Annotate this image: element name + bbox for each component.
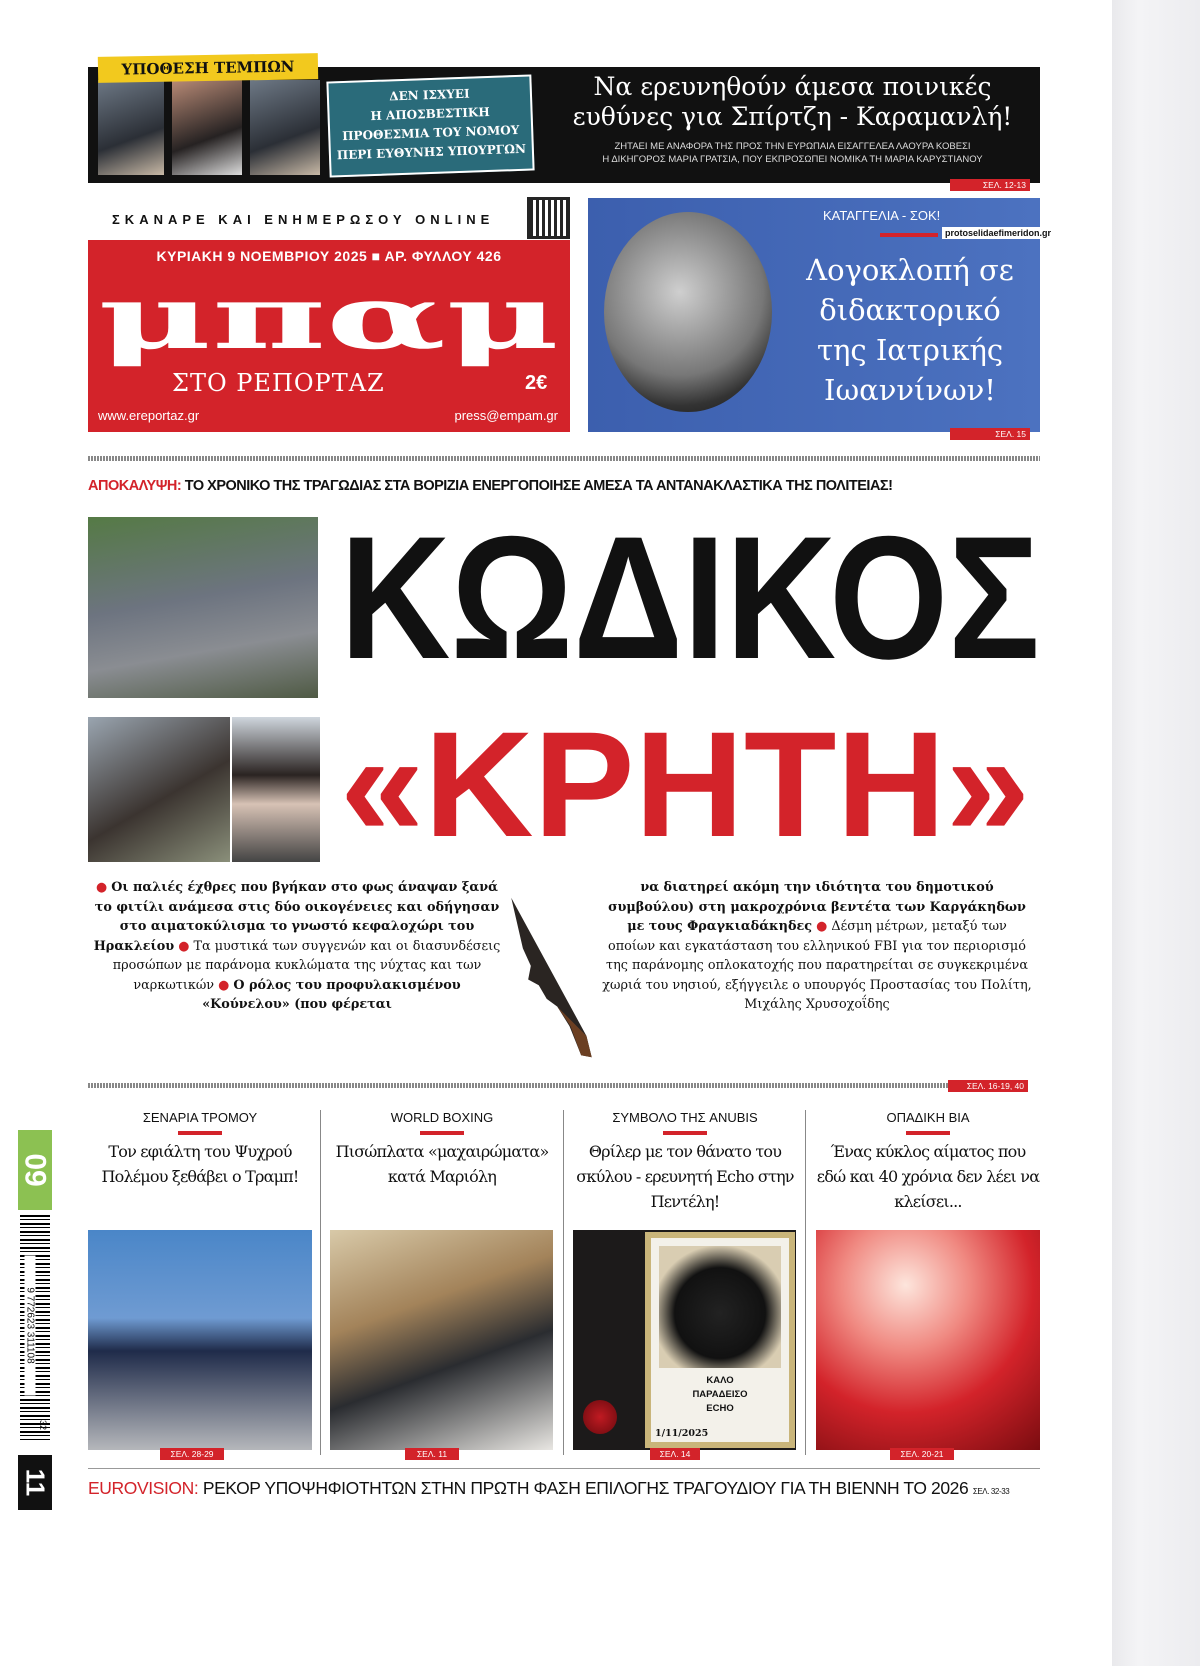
price: 2€ — [525, 372, 548, 394]
headline-line: διδακτορικό — [819, 293, 1001, 327]
text-run: Οι παλιές έχθρες που βγήκαν στο φως άναψαν ξανά το φιτίλι ανάμεσα στις δύο οικογένειες και οδήγησαν στο αιματοκύλισμα το γνωστό κεφαλοχώρι του Ηρακλείου — [93, 880, 500, 954]
page-edge — [1112, 0, 1200, 1666]
text-run: Ο ρόλος του προφυλακισμένου «Κούνελου» (που φέρεται — [202, 977, 461, 1012]
side-kicker: ΚΑΤΑΓΓΕΛΙΑ - ΣΟΚ! — [823, 208, 941, 223]
column-headline: Πισώπλατα «μαχαιρώματα» κατά Μαριόλη — [335, 1142, 549, 1186]
day-number: 11 — [20, 1468, 51, 1497]
logo-text: μπαμ — [98, 265, 560, 369]
caption-line: ΚΑΛΟ — [706, 1375, 734, 1386]
photo-minister-1 — [98, 80, 164, 175]
photo-trump — [88, 1230, 312, 1450]
photo-suspect — [88, 717, 230, 862]
column-headline: Τον εφιάλτη του Ψυχρού Πολέμου ξεθάβει ο Τραμπ! — [101, 1142, 299, 1186]
day-badge — [18, 1455, 52, 1510]
photo-flares — [816, 1230, 1040, 1450]
column-category: ΣΥΜΒΟΛΟ ΤΗΣ ANUBIS — [612, 1110, 758, 1125]
bullet-icon: ● — [816, 919, 828, 934]
lead-kicker — [88, 478, 1040, 494]
caption-line: ΠΑΡΑΔΕΙΣΟ — [692, 1389, 748, 1400]
logo — [98, 265, 563, 369]
rose-icon — [583, 1400, 617, 1434]
coin-photo — [604, 212, 772, 412]
barcode-digits: 9 772623 311108 — [25, 1256, 36, 1396]
column-category: WORLD BOXING — [390, 1110, 494, 1125]
watermark: protoselidaefimeridon.gr — [942, 227, 1054, 239]
photo-handshake — [330, 1230, 553, 1450]
sub-line: Η ΔΙΚΗΓΟΡΟΣ ΜΑΡΙΑ ΓΡΑΤΣΙΑ, ΠΟΥ ΕΚΠΡΟΣΩΠΕΙ ΝΟΜΙΚΑ ΤΗ ΜΑΡΙΑ ΚΑΡΥΣΤΙΑΝΟΥ — [602, 154, 983, 165]
page-ref-tag: ΣΕΛ. 28-29 — [160, 1448, 224, 1460]
barcode-addon: 32 — [38, 1419, 49, 1431]
story-column[interactable] — [330, 1110, 554, 1189]
page-ref-tag: ΣΕΛ. 11 — [405, 1448, 459, 1460]
sub-line: ΖΗΤΑΕΙ ΜΕ ΑΝΑΦΟΡΑ ΤΗΣ ΠΡΟΣ ΤΗΝ ΕΥΡΩΠΑΙΑ ΕΙΣΑΓΓΕΛΕΑ ΛΑΟΥΡΑ ΚΟΒΕΣΙ — [614, 141, 971, 152]
banner-headline — [545, 72, 1040, 132]
footer-story[interactable] — [88, 1478, 1040, 1499]
story-column[interactable] — [816, 1110, 1040, 1214]
section-label: ΥΠΟΘΕΣΗ ΤΕΜΠΩΝ — [98, 53, 318, 83]
bullet-icon: ● — [178, 938, 190, 954]
red-bar — [420, 1131, 464, 1135]
red-bar — [178, 1131, 222, 1135]
email-link[interactable]: press@empam.gr — [454, 408, 558, 423]
column-category: ΟΠΑΔΙΚΗ ΒΙΑ — [886, 1110, 970, 1125]
photo-minister-2 — [250, 80, 320, 175]
masthead — [88, 240, 570, 432]
photo-lawyer — [172, 80, 242, 175]
week-number: 09 — [19, 1153, 52, 1187]
headline-line: ευθύνες για Σπίρτζη - Καραμανλή! — [572, 102, 1013, 131]
story-column[interactable] — [88, 1110, 312, 1189]
text-run: Δέσμη μέτρων, μεταξύ των οποίων και εγκατάσταση του ελληνικού FBI για τον περιορισμό της παράνομης οπλοκατοχής που παρατηρείται σε συγκεκριμένα χωριά του νησιού, εξήγγειλε ο υπουργός Προστασίας του Πολίτη, Μιχάλης Χρυσοχοΐδης — [602, 919, 1032, 1012]
page-ref-tag: ΣΕΛ. 20-21 — [890, 1448, 954, 1460]
memorial-date: 1/11/2025 — [655, 1428, 709, 1439]
box-line: Η ΑΠΟΣΒΕΣΤΙΚΗ — [370, 104, 490, 124]
website-link[interactable]: www.ereportaz.gr — [98, 408, 200, 423]
column-headline: Ένας κύκλος αίματος που εδώ και 40 χρόνια δεν λέει να κλείσει... — [816, 1142, 1040, 1211]
photo-street-police — [88, 517, 318, 698]
page-ref-tag: ΣΕΛ. 15 — [950, 428, 1030, 440]
scan-text: ΣΚΑΝΑΡΕ ΚΑΙ ΕΝΗΜΕΡΩΣΟΥ ONLINE — [112, 212, 495, 227]
memorial-caption — [651, 1374, 789, 1416]
logo-subtitle: ΣΤΟ ΡΕΠΟΡΤΑΖ — [172, 369, 385, 397]
headline-line-1: ΚΩΔΙΚΟΣ — [340, 501, 1040, 696]
headline-line-2: «ΚΡΗΤΗ» — [340, 700, 1030, 868]
page-ref: ΣΕΛ. 32-33 — [972, 1487, 1010, 1496]
kicker-text: ΤΟ ΧΡΟΝΙΚΟ ΤΗΣ ΤΡΑΓΩΔΙΑΣ ΣΤΑ ΒΟΡΙΖΙΑ ΕΝΕΡΓΟΠΟΙΗΣΕ ΑΜΕΣΑ ΤΑ ΑΝΤΑΝΑΚΛΑΣΤΙΚΑ ΤΗΣ ΠΟΛΙΤΕΙΑΣ! — [184, 478, 893, 494]
box-line: ΠΕΡΙ ΕΥΘΥΝΗΣ ΥΠΟΥΡΓΩΝ — [336, 141, 527, 163]
column-divider — [805, 1110, 806, 1455]
footer-label: EUROVISION: — [88, 1478, 199, 1498]
issue-date: ΚΥΡΙΑΚΗ 9 ΝΟΕΜΒΡΙΟΥ 2025 ■ ΑΡ. ΦΥΛΛΟΥ 426 — [156, 248, 502, 264]
footer-text: ΡΕΚΟΡ ΥΠΟΨΗΦΙΟΤΗΤΩΝ ΣΤΗΝ ΠΡΩΤΗ ΦΑΣΗ ΕΠΙΛΟΓΗΣ ΤΡΑΓΟΥΔΙΟΥ ΓΙΑ ΤΗ ΒΙΕΝΝΗ ΤΟ 2026 — [202, 1478, 969, 1498]
column-divider — [563, 1110, 564, 1455]
main-headline — [340, 500, 1040, 870]
dog-photo — [659, 1246, 781, 1368]
photo-victim — [232, 717, 320, 862]
photo-dog-memorial — [573, 1230, 796, 1450]
divider — [88, 1083, 948, 1088]
text-run: Τα μυστικά των συγγενών και οι διασυνδέσεις προσώπων με παράνομα κυκλώματα της νύχτας και των ναρκωτικών — [112, 938, 501, 993]
page-ref-tag: ΣΕΛ. 16-19, 40 — [948, 1080, 1028, 1092]
box-line: ΔΕΝ ΙΣΧΥΕΙ — [389, 86, 470, 104]
kicker-label: ΑΠΟΚΑΛΥΨΗ: — [88, 478, 182, 494]
week-badge — [18, 1130, 52, 1210]
headline-line: Ιωαννίνων! — [824, 373, 996, 407]
red-bar — [663, 1131, 707, 1135]
divider — [88, 456, 1040, 461]
qr-code-icon[interactable] — [527, 197, 570, 239]
headline-line: Να ερευνηθούν άμεσα ποινικές — [593, 72, 992, 101]
box-line: ΠΡΟΘΕΣΜΙΑ ΤΟΥ ΝΟΜΟΥ — [341, 122, 520, 144]
memorial-frame — [645, 1232, 795, 1448]
bullet-icon: ● — [96, 880, 108, 895]
deadline-box — [326, 74, 534, 177]
caption-line: ECHO — [706, 1403, 734, 1414]
red-bar — [880, 233, 938, 237]
text-run: να διατηρεί ακόμη την ιδιότητα του δημοτικού συμβούλου) στη μακροχρόνια βεντέτα των Καργάκηδων με τους Φραγκιαδάκηδες — [608, 880, 1026, 934]
divider — [88, 1468, 1040, 1469]
headline-line: Λογοκλοπή σε — [806, 253, 1014, 287]
lead-text-right — [602, 878, 1032, 1015]
rifle-icon — [507, 890, 597, 1065]
headline-line: της Ιατρικής — [816, 333, 1004, 367]
lead-text-left — [92, 878, 502, 1015]
bullet-icon: ● — [218, 977, 230, 993]
column-category: ΣΕΝΑΡΙΑ ΤΡΟΜΟΥ — [142, 1110, 258, 1125]
red-bar — [906, 1131, 950, 1135]
column-divider — [320, 1110, 321, 1455]
column-headline: Θρίλερ με τον θάνατο του σκύλου - ερευνητή Echo στην Πεντέλη! — [576, 1142, 794, 1211]
banner-subtext — [545, 140, 1040, 166]
page-ref-tag: ΣΕΛ. 14 — [650, 1448, 700, 1460]
side-headline — [780, 250, 1040, 410]
page-ref-tag: ΣΕΛ. 12-13 — [950, 179, 1030, 191]
story-column[interactable] — [573, 1110, 797, 1214]
